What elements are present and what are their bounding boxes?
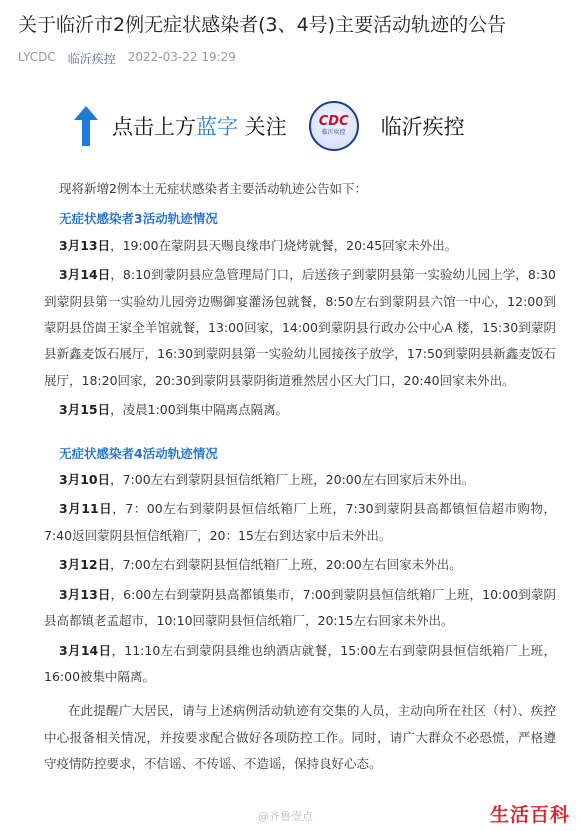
corner-logo: 生活百科	[490, 804, 571, 826]
timeline-entry	[44, 397, 556, 423]
entry-text: ，8:10到蒙阴县应急管理局门口，后送孩子到蒙阴县第一实验幼儿园上学，8:30到蒙阴县第一实验幼儿园旁边赐御宴灌汤包就餐，8:50左右到蒙阴县六馆一中心，12:00到蒙阴县岱崮王家全羊馆就餐，13:00回家，14:00到蒙阴县行政办公中心A 楼，15:30到蒙阴县新鑫麦饭石展厅，16:30到蒙阴县第一实验幼儿园接孩子放学，17:50到蒙阴县新鑫麦饭石展厅，18:20回家，20:30到蒙阴县蒙阴街道雅然居小区大门口，20:40回家未外出。	[44, 267, 556, 388]
entry-text: ，7:00左右到蒙阴县恒信纸箱厂上班，20:00左右回家后未外出。	[110, 472, 475, 488]
timeline-entry	[44, 496, 556, 549]
section-heading-case-4: 无症状感染者4活动轨迹情况	[59, 445, 218, 461]
entry-text: ，6:00左右到蒙阴县高都镇集市，7:00到蒙阴县恒信纸箱厂上班，10:00到蒙阴县高都镇老孟超市，10:10回蒙阴县恒信纸箱厂，20:15左右回家未外出。	[44, 586, 557, 629]
entry-date: 3月13日	[59, 237, 111, 253]
entry-date: 3月11日	[59, 501, 113, 517]
article-title: 关于临沂市2例无症状感染者(3、4号)主要活动轨迹的公告	[18, 14, 507, 36]
timeline-entry	[44, 233, 556, 259]
timeline-entry	[44, 467, 556, 493]
follow-banner[interactable]	[74, 96, 465, 156]
watermark: @齐鲁壹点	[258, 810, 313, 823]
logo-mark: CDC	[318, 114, 349, 129]
timeline-entry	[44, 582, 556, 635]
follow-highlight: 蓝字	[196, 115, 238, 139]
follow-prompt: 点击上方蓝字 关注	[112, 115, 287, 139]
timeline-entry	[44, 638, 556, 691]
account-link[interactable]: 临沂疾控	[67, 52, 116, 66]
entry-text: ，7：00左右到蒙阴县恒信纸箱厂上班，7:30到蒙阴县高都镇恒信超市购物，7:40返回蒙阴县恒信纸箱厂，20：15左右到达家中后未外出。	[44, 501, 556, 543]
up-arrow-icon	[74, 106, 98, 146]
intro-paragraph: 现将新增2例本土无症状感染者主要活动轨迹公告如下：	[59, 181, 367, 196]
section-heading-case-3: 无症状感染者3活动轨迹情况	[59, 211, 218, 227]
entry-date: 3月12日	[59, 557, 111, 573]
article-meta	[18, 50, 236, 67]
entry-text: ，11:10左右到蒙阴县维也纳酒店就餐，15:00左右到蒙阴县恒信纸箱厂上班，16:00被集中隔离。	[44, 642, 556, 684]
entry-text: ，7:00左右到蒙阴县恒信纸箱厂上班，20:00左右回家未外出。	[110, 557, 462, 573]
brand-name: 临沂疾控	[380, 115, 465, 139]
entry-text: ，凌晨1:00到集中隔离点隔离。	[110, 402, 289, 418]
entry-date: 3月10日	[59, 472, 111, 488]
entry-date: 3月14日	[59, 642, 112, 658]
timeline-entry	[44, 262, 556, 394]
entry-date: 3月13日	[59, 586, 111, 602]
entry-text: ，19:00在蒙阴县天赐良缘串门烧烤就餐，20:45回家未外出。	[110, 237, 458, 253]
cdc-logo[interactable]	[309, 101, 359, 151]
logo-subtext: 临沂疾控	[321, 129, 346, 136]
timeline-entry	[44, 552, 556, 578]
closing-paragraph: 在此提醒广大居民，请与上述病例活动轨迹有交集的人员，主动向所在社区（村）、疾控中心报备相关情况，并按要求配合做好各项防控工作。同时，请广大群众不必恐慌，严格遵守疫情防控要求，不信谣、不传谣、不造谣，保持良好心态。	[44, 703, 556, 772]
entry-date: 3月14日	[59, 267, 111, 283]
author-label: LYCDC	[18, 50, 56, 64]
entry-date: 3月15日	[59, 402, 111, 418]
publish-datetime: 2022-03-22 19:29	[127, 50, 236, 64]
article-body	[44, 176, 556, 778]
